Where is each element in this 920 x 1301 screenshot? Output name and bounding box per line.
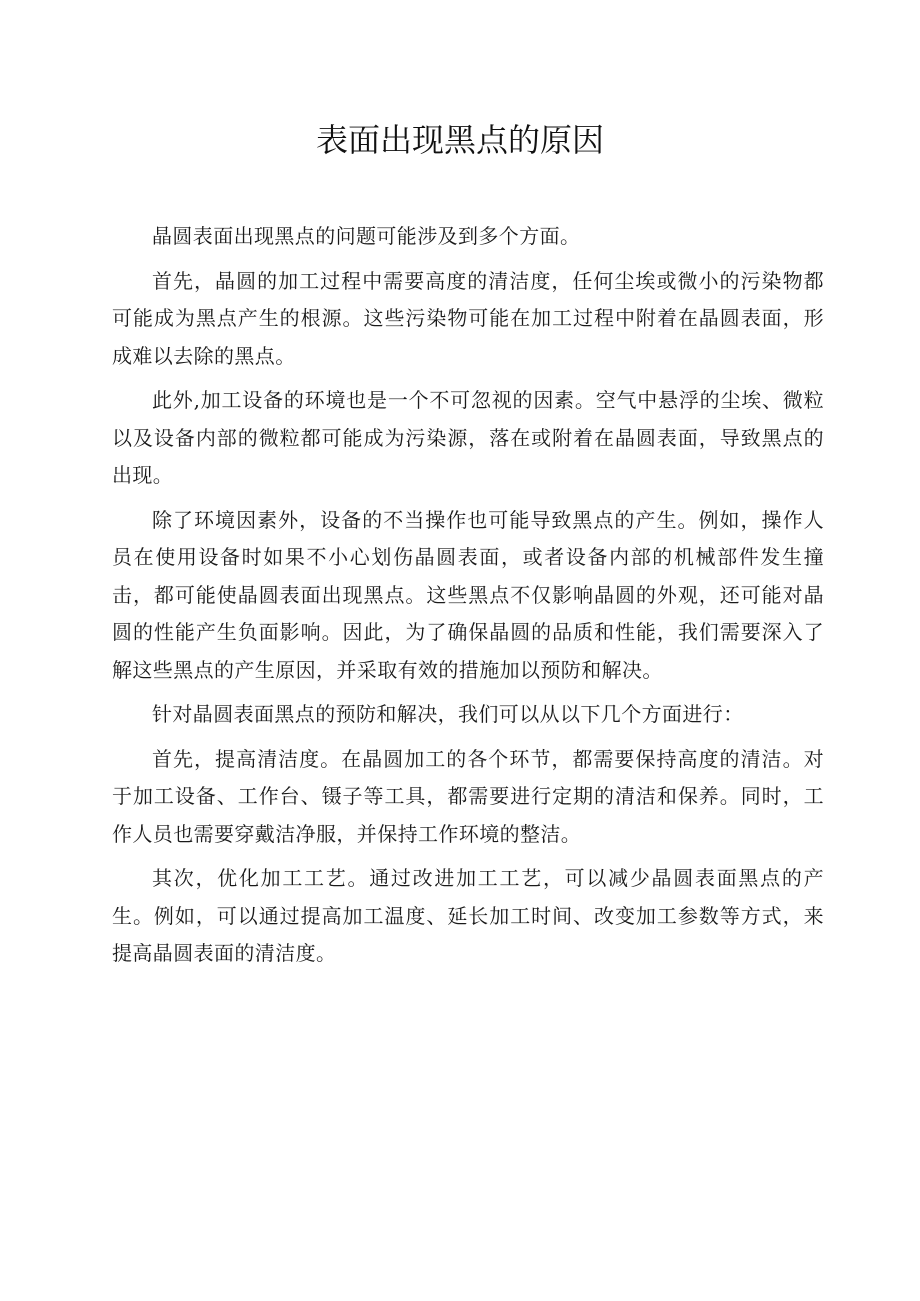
paragraph-cleanliness: 首先，提高清洁度。在晶圆加工的各个环节，都需要保持高度的清洁。对于加工设备、工作台、镊子等工具，都需要进行定期的清洁和保养。同时，工作人员也需要穿戴洁净服，并保持工作环境的整洁。: [112, 746, 824, 846]
paragraph-process: 其次，优化加工工艺。通过改进加工工艺，可以减少晶圆表面黑点的产生。例如，可以通过提高加工温度、延长加工时间、改变加工参数等方式，来提高晶圆表面的清洁度。: [112, 866, 824, 965]
document-body: [112, 218, 824, 980]
paragraph-prevention-intro: 针对晶圆表面黑点的预防和解决，我们可以从以下几个方面进行：: [152, 702, 744, 726]
paragraph-intro: 晶圆表面出现黑点的问题可能涉及到多个方面。: [152, 224, 581, 248]
paragraph-environment: 此外,加工设备的环境也是一个不可忽视的因素。空气中悬浮的尘埃、微粒以及设备内部的微粒都可能成为污染源，落在或附着在晶圆表面，导致黑点的出现。: [112, 388, 824, 487]
document-title: 表面出现黑点的原因: [315, 121, 604, 159]
paragraph-contamination: 首先，晶圆的加工过程中需要高度的清洁度，任何尘埃或微小的污染物都可能成为黑点产生的根源。这些污染物可能在加工过程中附着在晶圆表面，形成难以去除的黑点。: [112, 268, 824, 368]
paragraph-operation: 除了环境因素外，设备的不当操作也可能导致黑点的产生。例如，操作人员在使用设备时如果不小心划伤晶圆表面，或者设备内部的机械部件发生撞击，都可能使晶圆表面出现黑点。这些黑点不仅影响晶圆的外观，还可能对晶圆的性能产生负面影响。因此，为了确保晶圆的品质和性能，我们需要深入了解这些黑点的产生原因，并采取有效的措施加以预防和解决。: [112, 507, 824, 682]
